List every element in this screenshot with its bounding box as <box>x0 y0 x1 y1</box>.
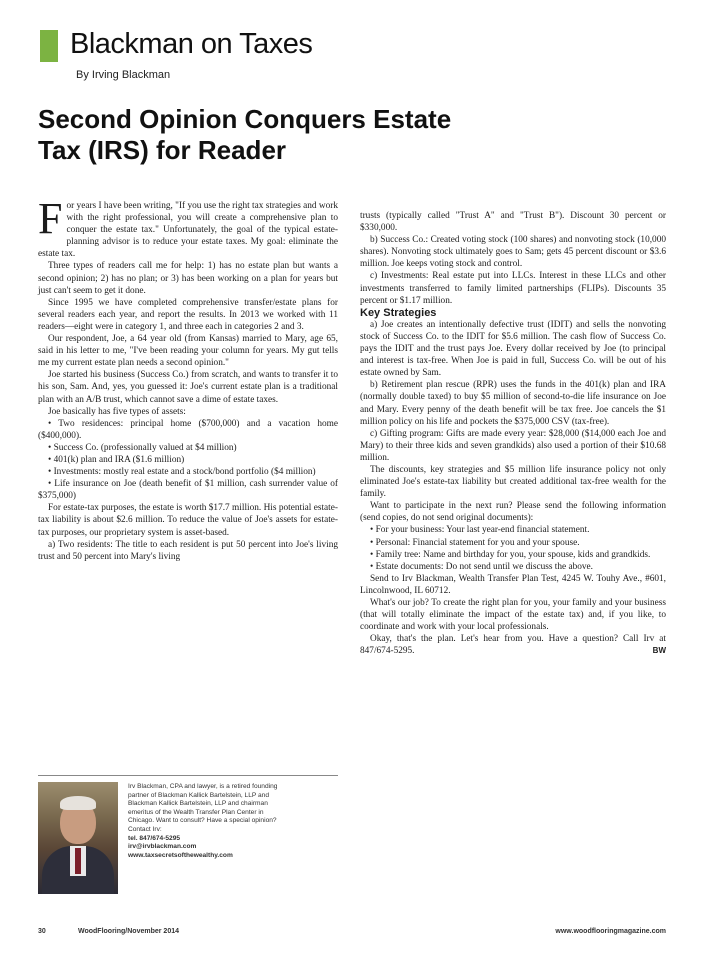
bullet-item: • Estate documents: Do not send until we discuss the above. <box>370 561 593 572</box>
closing-paragraph <box>360 633 666 657</box>
bullet-item: • Life insurance on Joe (death benefit of $1 million, cash surrender value of $375,000) <box>38 479 338 502</box>
paragraph: b) Success Co.: Created voting stock (100 shares) and nonvoting stock (10,000 shares). Nonvoting stock ultimately goes to Sam; gets 45 percent discount or $3.6 million. Joe keeps voting stock and control. <box>360 235 666 270</box>
paragraph: c) Investments: Real estate put into LLCs. Interest in these LLCs and other investments transferred to family limited partnerships (FLIPs). Discounts 35 percent or $1.17 million. <box>360 271 666 306</box>
article-headline: Second Opinion Conquers Estate Tax (IRS) for Reader <box>38 104 452 165</box>
bio-text: Irv Blackman, CPA and lawyer, is a retired founding partner of Blackman Kallick Bartelstein, LLP and Blackman Kallick Bartelstein, LLP and chairman emeritus of the Wealth Transfer Plan Center in Chicago. Want to consult? Have a special opinion? Contact Irv: <box>128 783 278 833</box>
paragraph: a) Joe creates an intentionally defective trust (IDIT) and sells the nonvoting stock of Success Co. to the IDIT for $5.6 million. The cash flow of Success Co. pays the IDIT and the trust pays Joe. Every dollar received by Joe (to principal and interest is tax-free. When Joe is paid in full, Success Co. will be out of his estate owned by Sam. <box>360 319 666 379</box>
bullet-item: • 401(k) plan and IRA ($1.6 million) <box>48 454 185 465</box>
paragraph: Since 1995 we have completed comprehensive transfer/estate plans for several readers each year, and report the results. In 2013 we worked with 11 readers—eight were in category 1, and three each in categories 2 and 3. <box>38 297 338 332</box>
author-bio <box>128 783 288 860</box>
paragraph: Send to Irv Blackman, Wealth Transfer Plan Test, 4245 W. Touhy Ave., #601, Lincolnwood, IL 60712. <box>360 573 666 596</box>
bullet-item: • Two residences: principal home ($700,000) and a vacation home ($400,000). <box>38 418 338 441</box>
left-column <box>38 194 338 563</box>
bio-website[interactable]: www.taxsecretsofthewealthy.com <box>128 851 233 859</box>
end-mark: BW <box>652 646 666 656</box>
paragraph: c) Gifting program: Gifts are made every year: $28,000 ($14,000 each Joe and Mary) to their three kids and seven grandkids) also used a portion of their $10.68 million. <box>360 428 666 463</box>
bullet-item: • Family tree: Name and birthday for you, your spouse, kids and grandkids. <box>370 549 651 560</box>
lead-paragraph <box>38 194 338 260</box>
subhead-key-strategies: Key Strategies <box>360 306 437 319</box>
paragraph-text: or years I have been writing, "If you use the right tax strategies and work with the right professional, you will create a comprehensive plan to conquer the estate tax." Unfortunately, the goal of the typical estate-planning advisor is to reduce your estate taxes. My goal: eliminate the estate tax. <box>38 201 338 260</box>
paragraph: Three types of readers call me for help: 1) has no estate plan but wants a second opinion; 2) has no plan; or 3) has been working on a plan for years but just can't seem to get it done. <box>38 261 338 296</box>
author-photo <box>38 782 118 894</box>
drop-cap: F <box>38 194 63 243</box>
bio-phone: tel. 847/674-5295 <box>128 834 181 842</box>
paragraph: Joe basically has five types of assets: <box>48 406 186 417</box>
paragraph: a) Two residents: The title to each resident is put 50 percent into Joe's living trust and 50 percent into Mary's living <box>38 539 338 562</box>
bio-divider <box>38 775 338 776</box>
byline: By Irving Blackman <box>76 69 171 81</box>
page-number: 30 <box>38 928 46 935</box>
right-column <box>360 210 666 657</box>
column-title: Blackman on Taxes <box>70 28 313 60</box>
magazine-url[interactable]: www.woodflooringmagazine.com <box>555 928 666 935</box>
bullet-item: • For your business: Your last year-end financial statement. <box>370 525 590 536</box>
paragraph: Want to participate in the next run? Please send the following information (send copies, do not send original documents): <box>360 501 666 524</box>
paragraph: Our respondent, Joe, a 64 year old (from Kansas) married to Mary, age 65, said in his letter to me, "I've been reading your column for years. My gut tells me my current estate plan needs a second opinion." <box>38 334 338 369</box>
bullet-item: • Investments: mostly real estate and a stock/bond portfolio ($4 million) <box>48 467 316 478</box>
paragraph: What's our job? To create the right plan for you, your family and your business (that will totally eliminate the impact of the estate tax) and, if you like, to coordinate and work with your local professionals. <box>360 598 666 633</box>
magazine-issue: WoodFlooring/November 2014 <box>78 928 179 935</box>
paragraph: For estate-tax purposes, the estate is worth $17.7 million. His potential estate-tax liability is about $2.6 million. To reduce the value of Joe's assets for estate-tax purposes, our proprietary system is asset-based. <box>38 503 338 538</box>
section-accent-bar <box>40 30 58 62</box>
paragraph: trusts (typically called "Trust A" and "Trust B"). Discount 30 percent or $330,000. <box>360 211 666 234</box>
paragraph-text: Okay, that's the plan. Let's hear from you. Have a question? Call Irv at 847/674-5295. <box>360 634 666 657</box>
paragraph: The discounts, key strategies and $5 million life insurance policy not only eliminated Joe's estate-tax liability but created additional tax-free wealth for the family. <box>360 464 666 500</box>
bio-email[interactable]: irv@irvblackman.com <box>128 843 197 851</box>
paragraph: Joe started his business (Success Co.) from scratch, and wants to transfer it to his son, Sam. And, yes, you guessed it: Joe's current estate plan is a traditional plan with an A/B trust, which cannot save a dime of estate taxes. <box>38 370 338 405</box>
paragraph: b) Retirement plan rescue (RPR) uses the funds in the 401(k) plan and IRA (normally double taxed) to buy $5 million of second-to-die life insurance on Joe and Mary. Every penny of the death benefit will be tax free. Joe cancels the $1 million policy on his life and pockets the $375,000 CSV (tax-free). <box>360 380 666 427</box>
bullet-item: • Personal: Financial statement for you and your spouse. <box>370 537 580 548</box>
bullet-item: • Success Co. (professionally valued at $4 million) <box>48 442 237 453</box>
